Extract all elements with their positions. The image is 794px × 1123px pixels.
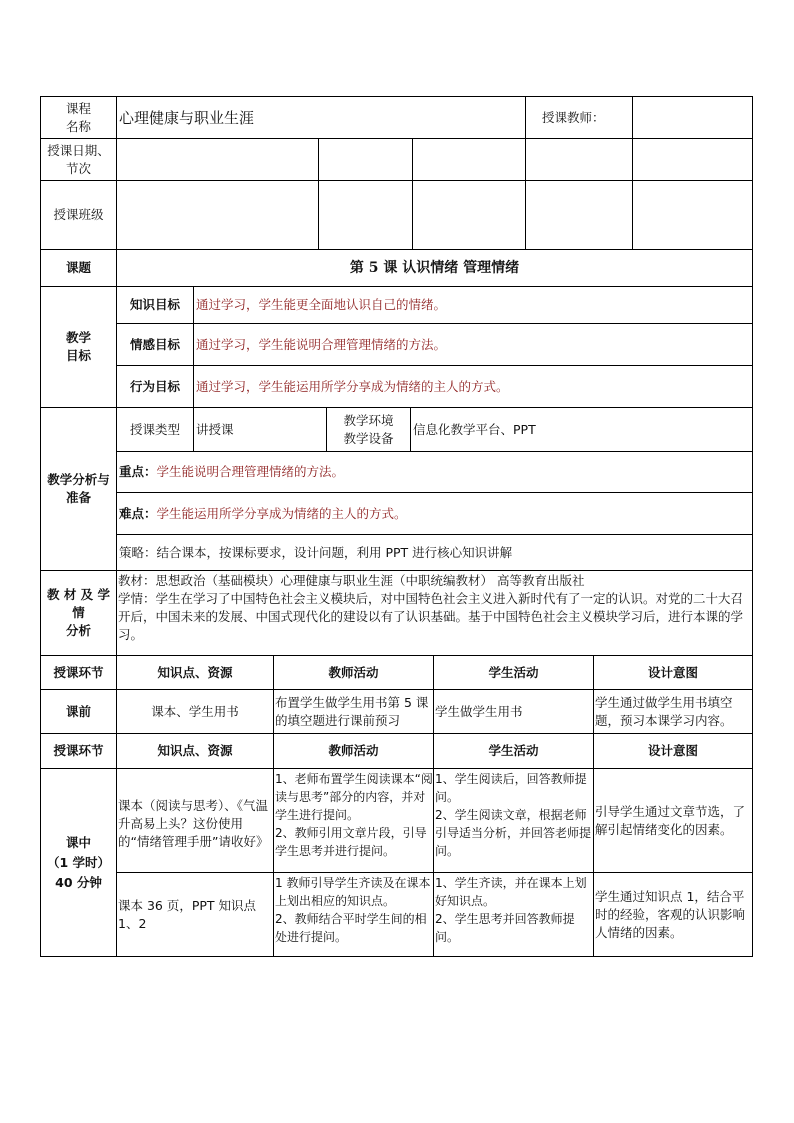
pre-class-intent: 学生通过做学生用书填空题，预习本课学习内容。 bbox=[595, 694, 733, 728]
header-student: 学生活动 bbox=[488, 664, 539, 680]
teacher-value bbox=[633, 97, 752, 138]
class-label: 授课班级 bbox=[53, 207, 104, 222]
pre-class-stage: 课前 bbox=[65, 703, 91, 719]
goal-emotion-label: 情感目标 bbox=[129, 336, 180, 352]
goal-behavior-text: 通过学习，学生能运用所学分享成为情绪的主人的方式。 bbox=[196, 378, 509, 394]
goals-label: 教学 目标 bbox=[65, 330, 91, 363]
header-teacher: 教师活动 bbox=[328, 664, 379, 680]
difficult-point bbox=[117, 493, 752, 534]
header-intent: 设计意图 bbox=[647, 743, 698, 758]
rule bbox=[318, 138, 319, 250]
environment-label: 教学环境 教学设备 bbox=[343, 412, 394, 446]
difficult-point-prefix: 难点： bbox=[119, 505, 157, 521]
difficult-point-text: 学生能运用所学分享成为情绪的主人的方式。 bbox=[156, 505, 407, 521]
date-label: 授课日期、 节次 bbox=[47, 142, 110, 176]
rule bbox=[40, 768, 753, 769]
key-point-prefix: 重点： bbox=[119, 464, 157, 479]
in-class-row1-teacher: 1、老师布置学生阅读课本“阅读与思考”部分的内容，并对学生进行提问。 2、教师引用文章片段，引导学生思考并进行提问。 bbox=[275, 772, 433, 858]
rule bbox=[40, 180, 753, 181]
key-point-text: 学生能说明合理管理情绪的方法。 bbox=[156, 464, 345, 479]
pre-class-teacher: 布置学生做学生用书第 5 课的填空题进行课前预习 bbox=[275, 694, 429, 728]
in-class-row2-teacher: 1 教师引导学生齐读及在课本上划出相应的知识点。 2、教师结合平时学生间的相处进行提问。 bbox=[275, 876, 431, 944]
course-name-value: 心理健康与职业生涯 bbox=[119, 108, 255, 127]
lesson-title: 第 5 课 认识情绪 管理情绪 bbox=[349, 260, 520, 276]
header-resource: 知识点、资源 bbox=[157, 743, 233, 758]
goal-behavior-label: 行为目标 bbox=[129, 378, 180, 394]
pre-class-student: 学生做学生用书 bbox=[435, 703, 523, 719]
header-stage: 授课环节 bbox=[53, 664, 104, 680]
header-stage: 授课环节 bbox=[53, 743, 104, 758]
in-class-stage: 课中 （1 学时） 40 分钟 bbox=[46, 834, 111, 890]
in-class-row2-student: 1、学生齐读，并在课本上划好知识点。 2、学生思考并回答教师提问。 bbox=[435, 876, 587, 944]
rule bbox=[40, 138, 753, 139]
header-teacher: 教师活动 bbox=[328, 743, 379, 758]
pre-class-resource: 课本、学生用书 bbox=[151, 703, 239, 719]
materials-content bbox=[117, 572, 752, 655]
rule bbox=[525, 96, 526, 250]
header-intent: 设计意图 bbox=[647, 664, 698, 680]
lesson-type-label: 授课类型 bbox=[129, 421, 180, 437]
goal-knowledge-text: 通过学习，学生能更全面地认识自己的情绪。 bbox=[196, 297, 447, 312]
rule bbox=[40, 570, 753, 571]
strategy: 策略：结合课本，按课标要求，设计问题，利用 PPT 进行核心知识讲解 bbox=[119, 544, 513, 560]
teacher-label: 授课教师： bbox=[542, 109, 605, 125]
in-class-row1-intent: 引导学生通过文章节选，了解引起情绪变化的因素。 bbox=[595, 804, 746, 837]
analysis-label: 教学分析与 准备 bbox=[47, 472, 110, 505]
lesson-type-value: 讲授课 bbox=[196, 421, 234, 437]
in-class-row2-intent: 学生通过知识点 1，结合平时的经验，客观的认识影响人情绪的因素。 bbox=[595, 888, 746, 940]
in-class-row1-resource: 课本（阅读与思考）、《气温升高易上头？这份使用的“情绪管理手册”请收好》 bbox=[118, 797, 269, 849]
environment-value: 信息化教学平台、PPT bbox=[413, 421, 536, 437]
header-student: 学生活动 bbox=[488, 743, 539, 758]
key-point bbox=[117, 452, 752, 492]
rule bbox=[752, 96, 753, 957]
header-resource: 知识点、资源 bbox=[157, 664, 233, 680]
materials-label: 教 材 及 学 情 分析 bbox=[46, 587, 111, 638]
goal-emotion-text: 通过学习，学生能说明合理管理情绪的方法。 bbox=[196, 336, 447, 352]
in-class-row2-resource: 课本 36 页，PPT 知识点 1、2 bbox=[118, 897, 257, 931]
textbook-info: 教材：思想政治（基础模块）心理健康与职业生涯（中职统编教材） 高等教育出版社 bbox=[118, 573, 585, 588]
rule bbox=[40, 956, 753, 957]
topic-label: 课题 bbox=[65, 260, 91, 275]
student-situation: 学情：学生在学习了中国特色社会主义模块后，对中国特色社会主义进入新时代有了一定的认识。对党的二十大召开后，中国未来的发展、中国式现代化的建设以有了认识基础。基于中国特色社会主义模块学习后，进行本课的学习。 bbox=[118, 591, 744, 642]
course-name-label: 课程 名称 bbox=[65, 100, 91, 134]
in-class-row1-student: 1、学生阅读后，回答教师提问。 2、学生阅读文章，根据老师引导适当分析，并回答老师提问。 bbox=[435, 772, 592, 858]
goal-knowledge-label: 知识目标 bbox=[129, 297, 180, 312]
rule bbox=[412, 138, 413, 250]
